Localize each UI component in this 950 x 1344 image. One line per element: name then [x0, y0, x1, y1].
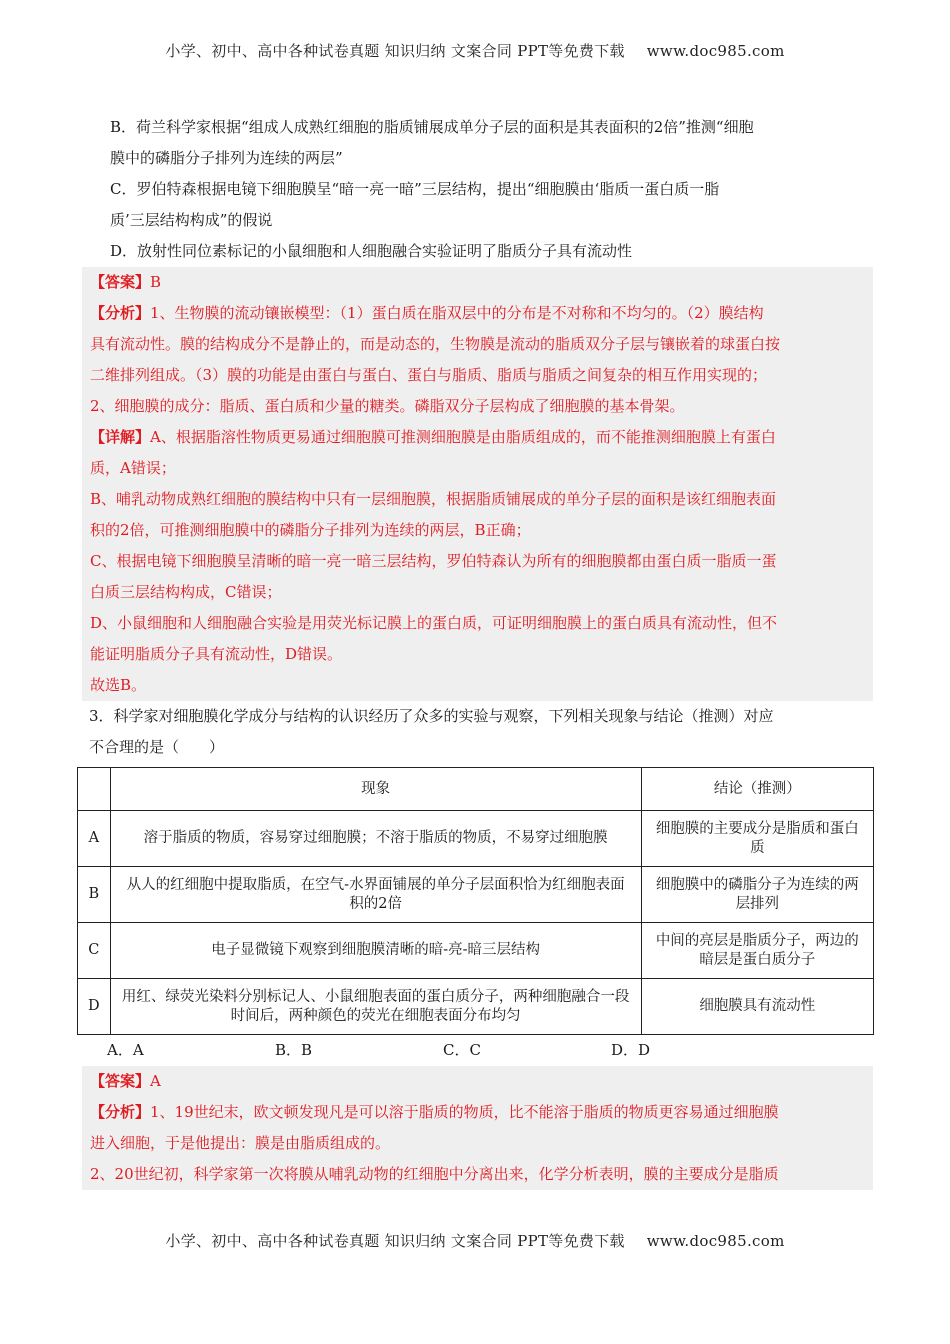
- q2-detail-line: 白质三层结构构成，C错误；: [90, 583, 282, 601]
- q2-answer-block: [82, 267, 873, 701]
- q2-detail-line: C、根据电镜下细胞膜呈清晰的暗一亮一暗三层结构，罗伯特森认为所有的细胞膜都由蛋白质一脂质一蛋: [90, 552, 777, 570]
- q3-option-c: C．C: [443, 1041, 481, 1059]
- footer-url[interactable]: www.doc985.com: [646, 1232, 785, 1250]
- q2-option-b: B．荷兰科学家根据“组成人成熟红细胞的脂质铺展成单分子层的面积是其表面积的2倍”推测“细胞: [110, 118, 754, 136]
- header-text: 小学、初中、高中各种试卷真题 知识归纳 文案合同 PPT等免费下载: [165, 42, 625, 60]
- table-row: [78, 811, 874, 867]
- page-header: [0, 40, 950, 61]
- table-row: [78, 979, 874, 1035]
- q3-answer: 【答案】A: [90, 1072, 161, 1090]
- q3-analysis-line: 【分析】1、19世纪末，欧文顿发现凡是可以溶于脂质的物质，比不能溶于脂质的物质更容易通过细胞膜: [90, 1103, 779, 1121]
- q2-detail-line: 积的2倍，可推测细胞膜中的磷脂分子排列为连续的两层，B正确；: [90, 521, 531, 539]
- q2-analysis-line: 【分析】1、生物膜的流动镶嵌模型：（1）蛋白质在脂双层中的分布是不对称和不均匀的。（2）膜结构: [90, 304, 764, 322]
- q2-option-b-cont: 膜中的磷脂分子排列为连续的两层”: [110, 149, 343, 167]
- row-label: D: [78, 979, 111, 1035]
- q3-stem: 3．科学家对细胞膜化学成分与结构的认识经历了众多的实验与观察，下列相关现象与结论（推测）对应: [89, 707, 774, 725]
- row-conclusion: 细胞膜的主要成分是脂质和蛋白质: [641, 811, 873, 867]
- q3-analysis-line: 进入细胞，于是他提出：膜是由脂质组成的。: [90, 1134, 391, 1152]
- q2-detail-line: B、哺乳动物成熟红细胞的膜结构中只有一层细胞膜，根据脂质铺展成的单分子层的面积是该红细胞表面: [90, 490, 777, 508]
- row-phenomenon: 用红、绿荧光染料分别标记人、小鼠细胞表面的蛋白质分子，两种细胞融合一段时间后，两种颜色的荧光在细胞表面分布均匀: [110, 979, 641, 1035]
- q3-options: [77, 1035, 867, 1066]
- row-conclusion: 细胞膜中的磷脂分子为连续的两层排列: [641, 867, 873, 923]
- q3-answer-block: [82, 1066, 873, 1190]
- table-header-cell: [78, 768, 111, 811]
- page-footer: [0, 1230, 950, 1251]
- table-row: [78, 867, 874, 923]
- q2-analysis-line: 二维排列组成。（3）膜的功能是由蛋白与蛋白、蛋白与脂质、脂质与脂质之间复杂的相互作用实现的；: [90, 366, 768, 384]
- q3-option-a: A．A: [107, 1041, 144, 1059]
- row-conclusion: 细胞膜具有流动性: [641, 979, 873, 1035]
- row-label: C: [78, 923, 111, 979]
- q2-detail-line: 质，A错误；: [90, 459, 176, 477]
- table-header-cell: 结论（推测）: [641, 768, 873, 811]
- q2-answer: 【答案】B: [90, 273, 162, 291]
- q2-analysis-line: 2、细胞膜的成分：脂质、蛋白质和少量的糖类。磷脂双分子层构成了细胞膜的基本骨架。: [90, 397, 685, 415]
- table-header-cell: 现象: [110, 768, 641, 811]
- header-url[interactable]: www.doc985.com: [646, 42, 785, 60]
- row-phenomenon: 从人的红细胞中提取脂质，在空气-水界面铺展的单分子层面积恰为红细胞表面积的2倍: [110, 867, 641, 923]
- q2-option-c: C．罗伯特森根据电镜下细胞膜呈“暗一亮一暗”三层结构，提出“细胞膜由‘脂质一蛋白质一脂: [110, 180, 720, 198]
- row-phenomenon: 溶于脂质的物质，容易穿过细胞膜；不溶于脂质的物质，不易穿过细胞膜: [110, 811, 641, 867]
- table-row: [78, 923, 874, 979]
- q2-detail-line: D、小鼠细胞和人细胞融合实验是用荧光标记膜上的蛋白质，可证明细胞膜上的蛋白质具有流动性，但不: [90, 614, 778, 632]
- q3-table: [77, 767, 874, 1035]
- q2-option-c-cont: 质’三层结构构成”的假说: [110, 211, 273, 229]
- row-conclusion: 中间的亮层是脂质分子，两边的暗层是蛋白质分子: [641, 923, 873, 979]
- q2-analysis-line: 具有流动性。膜的结构成分不是静止的，而是动态的，生物膜是流动的脂质双分子层与镶嵌着的球蛋白按: [90, 335, 781, 353]
- row-label: B: [78, 867, 111, 923]
- q2-detail-line: 能证明脂质分子具有流动性，D错误。: [90, 645, 343, 663]
- q3-stem-cont: 不合理的是（ ）: [89, 738, 225, 756]
- q2-detail-line: 故选B。: [90, 676, 147, 694]
- table-header-row: [78, 768, 874, 811]
- row-label: A: [78, 811, 111, 867]
- document-body: [77, 112, 867, 1190]
- q2-option-d: D．放射性同位素标记的小鼠细胞和人细胞融合实验证明了脂质分子具有流动性: [110, 242, 633, 260]
- q3-option-b: B．B: [275, 1041, 313, 1059]
- q3-analysis-line: 2、20世纪初，科学家第一次将膜从哺乳动物的红细胞中分离出来，化学分析表明，膜的主要成分是脂质: [90, 1165, 779, 1183]
- q2-detail-line: 【详解】A、根据脂溶性物质更易通过细胞膜可推测细胞膜是由脂质组成的，而不能推测细胞膜上有蛋白: [90, 428, 776, 446]
- row-phenomenon: 电子显微镜下观察到细胞膜清晰的暗-亮-暗三层结构: [110, 923, 641, 979]
- q3-option-d: D．D: [611, 1041, 651, 1059]
- footer-text: 小学、初中、高中各种试卷真题 知识归纳 文案合同 PPT等免费下载: [165, 1232, 625, 1250]
